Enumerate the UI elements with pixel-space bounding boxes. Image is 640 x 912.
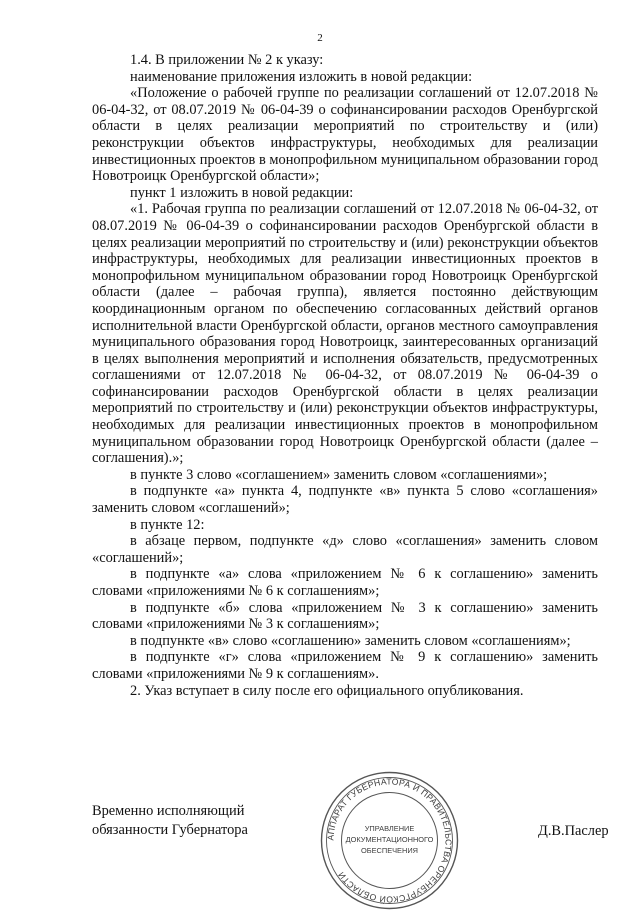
- paragraph: наименование приложения изложить в новой редакции:: [130, 68, 473, 85]
- stamp-line1: УПРАВЛЕНИЕ: [364, 824, 415, 833]
- document-body: [92, 52, 598, 699]
- paragraph: 1.4. В приложении № 2 к указу:: [130, 52, 324, 68]
- official-stamp: [318, 769, 461, 912]
- stamp-line2: ДОКУМЕНТАЦИОННОГО: [345, 835, 434, 844]
- paragraph: пункт 1 изложить в новой редакции:: [130, 184, 354, 201]
- paragraph: в абзаце первом, подпункте «д» слово «соглашения» заменить словом «соглашений»;: [92, 533, 598, 566]
- signatory-position-line2: обязанности Губернатора: [92, 822, 248, 838]
- stamp-ring-text: АППАРАТ ГУБЕРНАТОРА И ПРАВИТЕЛЬСТВА ОРЕНБУРГСКОЙ ОБЛАСТИ: [325, 776, 454, 905]
- paragraph: в подпункте «г» слова «приложением № 9 к соглашению» заменить словами «приложениями № 9 к соглашениям».: [92, 649, 598, 682]
- paragraph: в пункте 3 слово «соглашением» заменить словом «соглашениями»;: [130, 466, 548, 483]
- page-number: 2: [317, 32, 323, 44]
- paragraph: в пункте 12:: [130, 516, 205, 533]
- paragraph: «Положение о рабочей группе по реализации соглашений от 12.07.2018 № 06-04-32, от 08.07.2019 № 06-04-39 о софинансировании расходов Оренбургской области в целях реализации мероприятий по строительству и (или) реконструкции объектов инфраструктуры, необходимых для реализации инвестиционных проектов в монопрофильном муниципальном образовании город Новотроицк Оренбургской области»;: [92, 85, 598, 185]
- signatory-name: Д.В.Паслер: [538, 823, 609, 839]
- paragraph: в подпункте «б» слова «приложением № 3 к соглашению» заменить словами «приложениями № 3 к соглашениям»;: [92, 599, 598, 633]
- paragraph: в подпункте «а» слова «приложением № 6 к соглашению» заменить словами «приложениями № 6 к соглашениям»;: [92, 566, 598, 599]
- paragraph: 2. Указ вступает в силу после его официального опубликования.: [130, 682, 524, 699]
- paragraph: «1. Рабочая группа по реализации соглашений от 12.07.2018 № 06-04-32, от 08.07.2019 № 06-04-39 о софинансировании расходов Оренбургской области в целях реализации мероприятий по строительству и (или) реконструкции объектов инфраструктуры, необходимых для реализации инвестиционных проектов в монопрофильном муниципальном образовании город Новотроицк Оренбургской области (далее – рабочая группа), является постоянно действующим координационным органом по обеспечению согласованных действий органов исполнительной власти Оренбургской области, органов местного самоуправления муниципального образования город Новотроицк, заинтересованных организаций в целях выполнения мероприятий и исполнения обязательств, предусмотренных соглашениями от 12.07.2018 № 06-04-32, от 08.07.2019 № 06-04-39 о софинансировании расходов Оренбургской области в целях реализации мероприятий по строительству и (или) реконструкции объектов инфраструктуры, необходимых для реализации инвестиционных проектов в монопрофильном муниципальном образовании город Новотроицк Оренбургской области (далее – соглашения).»;: [92, 201, 598, 467]
- paragraph: в подпункте «а» пункта 4, подпункте «в» пункта 5 слово «соглашения» заменить словом «соглашений»;: [92, 483, 598, 517]
- signatory-position-line1: Временно исполняющий: [92, 803, 245, 819]
- signatory-position: [92, 802, 248, 840]
- paragraph: в подпункте «в» слово «соглашению» заменить словом «соглашениям»;: [130, 632, 571, 649]
- stamp-line3: ОБЕСПЕЧЕНИЯ: [361, 846, 418, 855]
